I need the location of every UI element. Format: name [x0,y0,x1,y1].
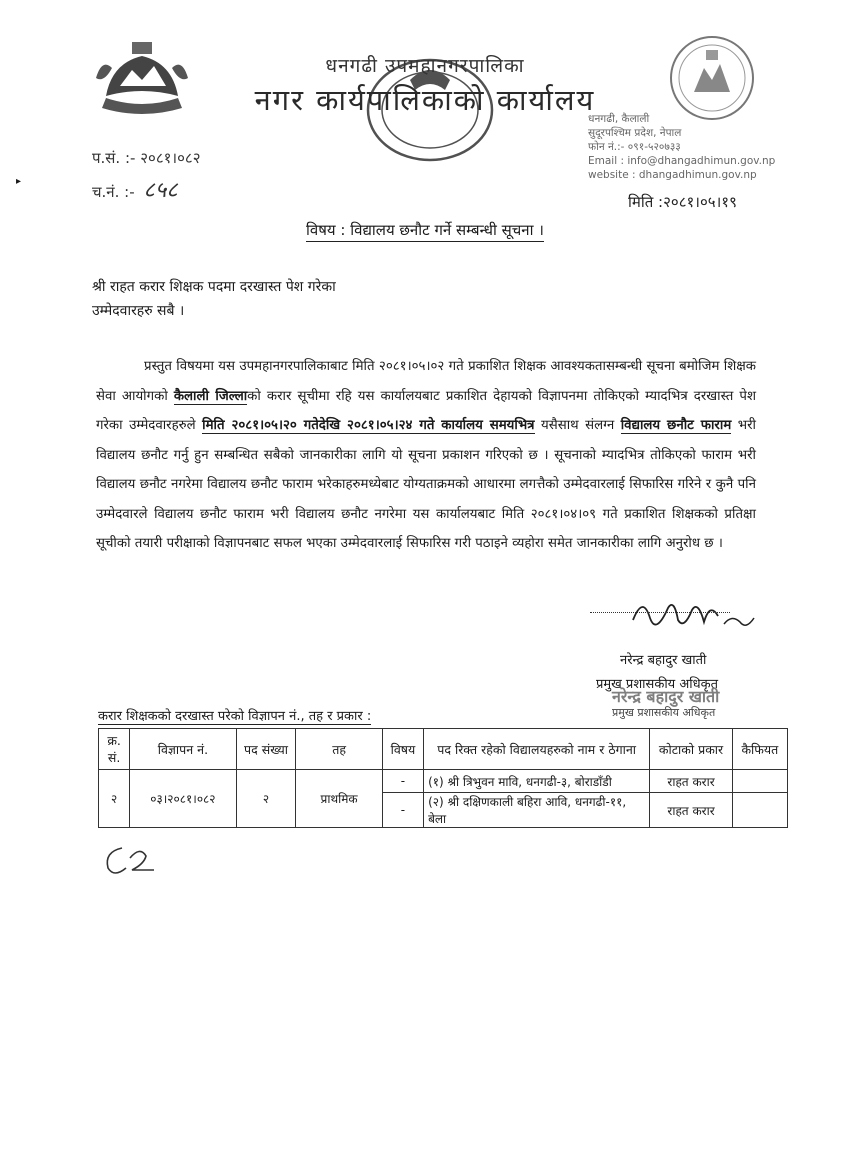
vacancy-table [98,728,788,828]
address-line: सुदूरपश्चिम प्रदेश, नेपाल [588,127,682,139]
signatory-title: प्रमुख प्रशासकीय अधिकृत [596,677,719,692]
col-header: विषय [382,729,423,770]
date-range: मिति २०८१।०५।२० गतेदेखि २०८१।०५।२४ गते कार्यालय समयभित्र [202,418,535,433]
col-header: क्र. सं. [99,729,130,770]
ps-value: २०८१।०८२ [140,149,201,167]
name-stamp: नरेन्द्र बहादुर खाती [612,687,720,706]
handwritten-signature-icon [628,590,768,640]
addressee-line-1: श्री राहत करार शिक्षक पदमा दरखास्त पेश गरेका [92,279,336,295]
office-address [588,112,818,182]
table-caption [98,706,371,724]
body-text-1: प्रस्तुत विषयमा यस उपमहानगरपालिकाबाट मिति २०८१।०५।०२ गते प्रकाशित शिक्षक आवश्यकतासम्बन्धी सूचना बमोजिम शिक्षक सेवा आयोगको [96,359,756,404]
cell-level: प्राथमिक [296,770,382,828]
col-header: कोटाको प्रकार [650,729,733,770]
district-name: कैलाली जिल्ला [173,388,248,404]
address-line: धनगढी, कैलाली [588,113,650,125]
phone-line: फोन नं.:- ०९१-५२०७३३ [588,141,681,153]
table-header-row [99,729,788,770]
title-stamp: प्रमुख प्रशासकीय अधिकृत [612,706,716,719]
scan-mark: ▸ [16,176,22,187]
cell-quota: राहत करार [650,793,733,828]
office-name: नगर कार्यपालिकाको कार्यालय [254,83,596,117]
chalani-number [92,174,178,204]
chn-value: ८५८ [143,178,178,203]
subject-line [0,220,850,240]
col-header: पद संख्या [236,729,296,770]
col-header: पद रिक्त रहेको विद्यालयहरुको नाम र ठेगाना [424,729,650,770]
cell-school: (१) श्री त्रिभुवन मावि, धनगढी-३, बोराडाँडी [424,770,650,793]
body-text-4: भरी विद्यालय छनौट गर्नु हुन सम्बन्धित सबैको जानकारीका लागि यो सूचना प्रकाशन गरिएको छ । सूचनाको म्यादभित्र तोकिएको फाराम भरी विद्यालय छनौट नगरेमा विद्यालय छनौट फाराम भरेकाहरुमध्येबाट योग्यताक्रमको आधारमा लगत्तैको उम्मेदवारलाई सिफारिस गरिने र कुनै पनि उम्मेदवारले विद्यालय छनौट फाराम भरी विद्यालय छनौट नगरेमा यस कार्यालयबाट मिति २०८१।०४।०९ गते प्रकाशित शिक्षकको प्रतिक्षा सूचीको तयारी परीक्षाको विज्ञापनबाट सफल भएका उम्मेदवारलाई सिफारिस गरी पठाइने व्यहोरा समेत जानकारीका लागि अनुरोध छ । [96,418,756,551]
patra-sankhya [92,148,201,168]
col-header: विज्ञापन नं. [130,729,236,770]
cell-subject: - [382,793,423,828]
signature-line [590,612,730,613]
col-header: कैफियत [732,729,787,770]
ps-label: प.सं. :- [92,149,136,167]
body-text-2: को करार सूचीमा रहि यस कार्यालयबाट प्रकाशित देहायको विज्ञापनमा तोकिएको म्यादभित्र दरखास्त पेश गरेका उम्मेदवारहरुले [96,388,756,433]
cell-remark [732,793,787,828]
addressee-line-2: उम्मेदवारहरु सबै । [92,303,185,319]
cell-ad-no: ०३।२०८१।०८२ [130,770,236,828]
cell-posts: २ [236,770,296,828]
cell-subject: - [382,770,423,793]
notice-body [96,352,756,559]
signatory-name: नरेन्द्र बहादुर खाती [620,653,707,668]
issue-date: मिति :२०८१।०५।१९ [628,193,737,211]
col-header: तह [296,729,382,770]
table-row [99,770,788,793]
cell-remark [732,770,787,793]
table-caption-text: करार शिक्षकको दरखास्त परेको विज्ञापन नं., तह र प्रकार : [98,709,372,724]
addressee [92,275,336,323]
selection-form: विद्यालय छनौट फाराम [620,418,732,433]
org-name: धनगढी उपमहानगरपालिका [325,55,525,77]
subject-text: विषय : विद्यालय छनौट गर्ने सम्बन्धी सूचना । [306,221,544,242]
handwritten-note-icon [100,838,170,878]
cell-school: (२) श्री दक्षिणकाली बहिरा आवि, धनगढी-११, बेला [424,793,650,828]
email-line: Email : info@dhangadhimun.gov.np [588,155,776,167]
cell-sn: २ [99,770,130,828]
chn-label: च.नं. :- [92,183,135,201]
website-line: website : dhangadhimun.gov.np [588,169,757,181]
cell-quota: राहत करार [650,770,733,793]
body-text-3: यसैसाथ संलग्न [534,418,621,433]
